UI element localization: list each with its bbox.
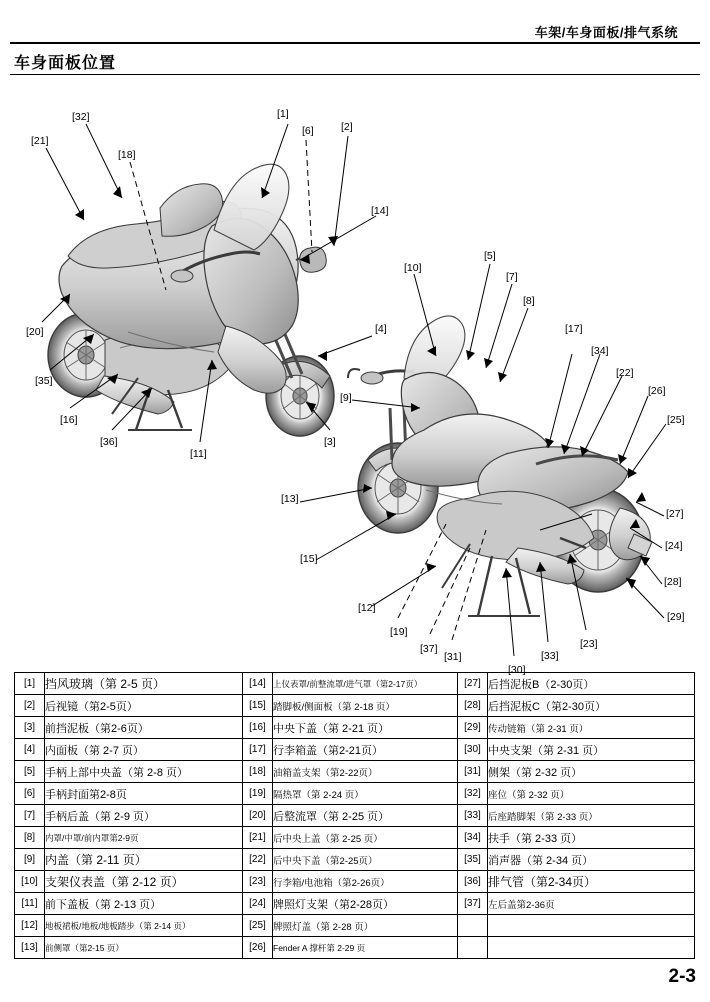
callout-13: [13] — [281, 493, 299, 505]
part-number: [13] — [15, 937, 45, 959]
part-number: [24] — [243, 893, 273, 915]
part-label: 扶手（第 2-33 页） — [488, 827, 695, 849]
part-label: 地板裙板/地板/地板踏步（第 2-14 页） — [45, 915, 243, 937]
callout-26: [26] — [648, 385, 666, 397]
table-row — [15, 915, 695, 937]
parts-legend-table — [14, 672, 694, 959]
table-row — [15, 871, 695, 893]
part-number: [26] — [243, 937, 273, 959]
part-number: [10] — [15, 871, 45, 893]
callout-17: [17] — [565, 323, 583, 335]
part-label: 排气管（第2-34页） — [488, 871, 695, 893]
part-label: 中央下盖（第 2-21 页） — [273, 717, 458, 739]
part-number: [15] — [243, 695, 273, 717]
part-number: [32] — [458, 783, 488, 805]
part-label: 后挡泥板C（第2-30页） — [488, 695, 695, 717]
callout-36: [36] — [100, 436, 118, 448]
callout-24: [24] — [665, 540, 683, 552]
part-label: 踏脚板/侧面板（第 2-18 页） — [273, 695, 458, 717]
part-label: 牌照灯支架（第2-28页） — [273, 893, 458, 915]
part-number: [21] — [243, 827, 273, 849]
table-row — [15, 827, 695, 849]
callout-5: [5] — [484, 250, 496, 262]
part-number: [30] — [458, 739, 488, 761]
table-row — [15, 695, 695, 717]
part-label: 手柄上部中央盖（第 2-8 页） — [45, 761, 243, 783]
part-number: [20] — [243, 805, 273, 827]
part-label: 后中央上盖（第 2-25 页） — [273, 827, 458, 849]
part-label: 前下盖板（第 2-13 页） — [45, 893, 243, 915]
part-number: [23] — [243, 871, 273, 893]
callout-15: [15] — [300, 553, 318, 565]
part-label: 手柄封面第2-8页 — [45, 783, 243, 805]
page-number: 2-3 — [668, 966, 696, 987]
part-label: 油箱盖支架（第2-22页） — [273, 761, 458, 783]
part-number: [9] — [15, 849, 45, 871]
section-divider — [10, 74, 700, 75]
callout-25: [25] — [667, 414, 685, 426]
part-label: 前侧罩（第2-15 页） — [45, 937, 243, 959]
part-label: 中央支架（第 2-31 页） — [488, 739, 695, 761]
part-number: [1] — [15, 673, 45, 695]
part-label: 行李箱/电池箱（第2-26页） — [273, 871, 458, 893]
part-label: 内盖（第 2-11 页） — [45, 849, 243, 871]
part-label: 牌照灯盖（第 2-28 页） — [273, 915, 458, 937]
part-number: [12] — [15, 915, 45, 937]
part-number: [2] — [15, 695, 45, 717]
part-number: [16] — [243, 717, 273, 739]
callout-34: [34] — [591, 345, 609, 357]
part-number: [27] — [458, 673, 488, 695]
page-breadcrumb: 车架/车身面板/排气系统 — [534, 25, 678, 40]
part-label: 后视镜（第2-5页） — [45, 695, 243, 717]
part-label: 消声器（第 2-34 页） — [488, 849, 695, 871]
callout-10: [10] — [404, 262, 422, 274]
empty-cell — [488, 915, 695, 937]
part-number: [29] — [458, 717, 488, 739]
part-label: 内面板（第 2-7 页） — [45, 739, 243, 761]
part-number: [35] — [458, 849, 488, 871]
part-number: [34] — [458, 827, 488, 849]
callout-9: [9] — [340, 392, 352, 404]
callout-12: [12] — [358, 602, 376, 614]
motorcycle-diagram — [0, 78, 710, 668]
callout-8: [8] — [523, 295, 535, 307]
callout-33: [33] — [541, 650, 559, 662]
part-number: [3] — [15, 717, 45, 739]
part-label: 前挡泥板（第2-6页） — [45, 717, 243, 739]
part-number: [36] — [458, 871, 488, 893]
part-label: 后中央下盖（第2-25页） — [273, 849, 458, 871]
callout-2: [2] — [341, 121, 353, 133]
part-label: 隔热罩（第 2-24 页） — [273, 783, 458, 805]
part-label: 挡风玻璃（第 2-5 页） — [45, 673, 243, 695]
callout-3: [3] — [324, 436, 336, 448]
part-label: 上仪表罩/前整流罩/进气罩（第2-17页） — [273, 673, 458, 695]
callout-37: [37] — [420, 643, 438, 655]
callout-23: [23] — [580, 638, 598, 650]
callout-20: [20] — [26, 326, 44, 338]
part-number: [28] — [458, 695, 488, 717]
callout-29: [29] — [667, 611, 685, 623]
table-row — [15, 893, 695, 915]
table-row — [15, 849, 695, 871]
table-row — [15, 717, 695, 739]
table-row — [15, 739, 695, 761]
callout-35: [35] — [35, 375, 53, 387]
table-row — [15, 761, 695, 783]
callout-16: [16] — [60, 414, 78, 426]
part-number: [6] — [15, 783, 45, 805]
callout-1: [1] — [277, 108, 289, 120]
part-number: [19] — [243, 783, 273, 805]
callout-32: [32] — [72, 111, 90, 123]
part-number: [25] — [243, 915, 273, 937]
part-label: 座位（第 2-32 页） — [488, 783, 695, 805]
part-number: [33] — [458, 805, 488, 827]
callout-31: [31] — [444, 651, 462, 663]
part-label: 后座踏脚架（第 2-33 页） — [488, 805, 695, 827]
part-label: 传动链箱（第 2-31 页） — [488, 717, 695, 739]
callout-14: [14] — [371, 205, 389, 217]
table-row — [15, 937, 695, 959]
part-number: [14] — [243, 673, 273, 695]
part-label: 左后盖第2-36页 — [488, 893, 695, 915]
callout-19: [19] — [390, 626, 408, 638]
callout-22: [22] — [616, 367, 634, 379]
part-label: 支架仪表盖（第 2-12 页） — [45, 871, 243, 893]
part-number: [37] — [458, 893, 488, 915]
callout-7: [7] — [506, 271, 518, 283]
header-divider — [10, 42, 700, 44]
scooter-front-view — [48, 164, 334, 436]
part-label: 侧架（第 2-32 页） — [488, 761, 695, 783]
part-number: [11] — [15, 893, 45, 915]
part-label: 内罩/中罩/前内罩第2-9页 — [45, 827, 243, 849]
part-number: [22] — [243, 849, 273, 871]
table-row — [15, 805, 695, 827]
callout-27: [27] — [666, 508, 684, 520]
callout-21: [21] — [31, 135, 49, 147]
empty-cell — [458, 915, 488, 937]
callout-4: [4] — [375, 323, 387, 335]
callout-30: [30] — [508, 664, 526, 676]
part-label: 行李箱盖（第2-21页） — [273, 739, 458, 761]
part-number: [8] — [15, 827, 45, 849]
callout-6: [6] — [302, 125, 314, 137]
scooter-rear-view — [348, 316, 652, 616]
part-number: [5] — [15, 761, 45, 783]
part-number: [4] — [15, 739, 45, 761]
callout-18: [18] — [118, 149, 136, 161]
table-row — [15, 783, 695, 805]
empty-cell — [458, 937, 488, 959]
part-number: [7] — [15, 805, 45, 827]
table-row — [15, 673, 695, 695]
part-label: Fender A 撑杆第 2-29 页 — [273, 937, 458, 959]
part-number: [31] — [458, 761, 488, 783]
part-label: 后整流罩（第 2-25 页） — [273, 805, 458, 827]
page-title: 车身面板位置 — [14, 55, 117, 72]
part-number: [18] — [243, 761, 273, 783]
part-label: 手柄后盖（第 2-9 页） — [45, 805, 243, 827]
illustration-area — [0, 78, 710, 676]
part-label: 后挡泥板B（2-30页） — [488, 673, 695, 695]
part-number: [17] — [243, 739, 273, 761]
empty-cell — [488, 937, 695, 959]
callout-11: [11] — [190, 448, 207, 460]
callout-28: [28] — [664, 576, 682, 588]
